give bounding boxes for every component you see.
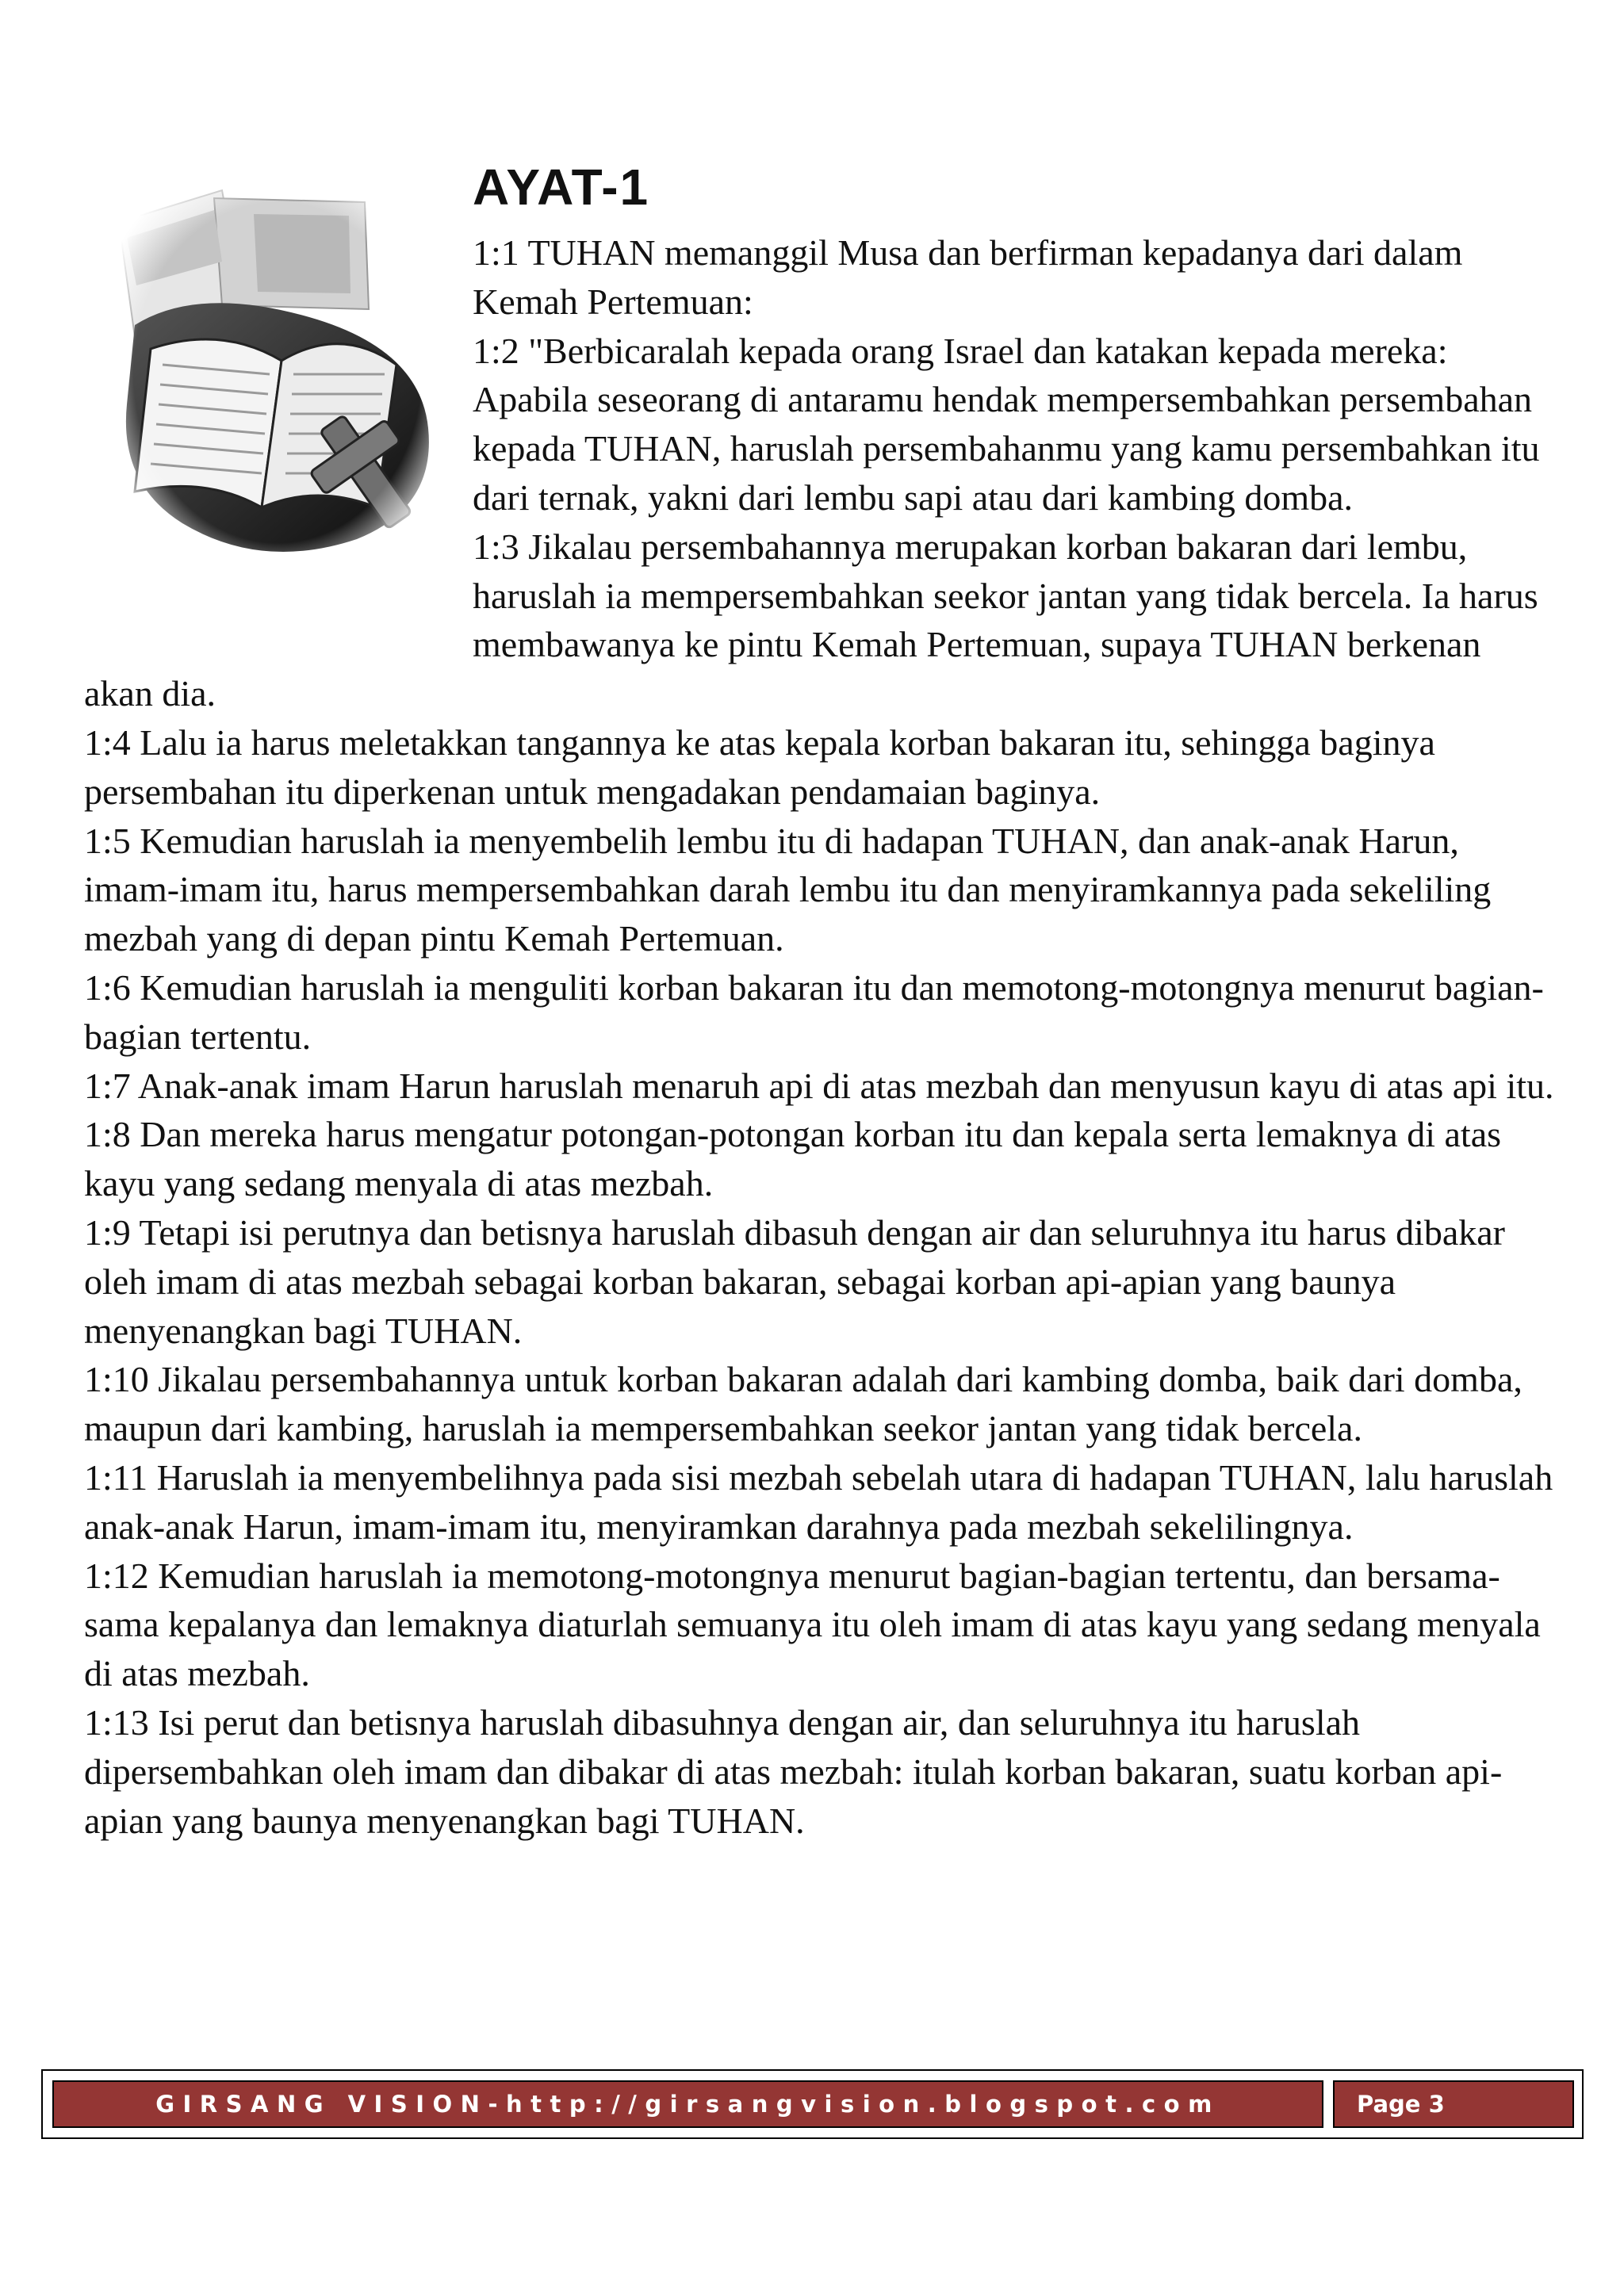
verse: 1:2 "Berbicaralah kepada orang Israel dan katakan kepada mereka: Apabila seseorang di antaramu hendak mempersembahkan persembahan kepada TUHAN, haruslah persembahanmu yang kamu persembahkan itu dari ternak, yakni dari lembu sapi atau dari kambing domba.	[473, 330, 1540, 518]
verse: 1:3 Jikalau persembahannya merupakan korban bakaran dari lembu, haruslah ia mempersembahkan seekor jantan yang tidak bercela. Ia harus membawanya ke pintu Kemah Pertemuan, supaya TUHAN berkenan akan dia.	[84, 526, 1538, 714]
verse: 1:10 Jikalau persembahannya untuk korban bakaran adalah dari kambing domba, baik dari domba, maupun dari kambing, haruslah ia mempersembahkan seekor jantan yang tidak bercela.	[84, 1359, 1522, 1449]
verse: 1:7 Anak-anak imam Harun haruslah menaruh api di atas mezbah dan menyusun kayu di atas api itu.	[84, 1065, 1554, 1106]
scripture-text	[84, 228, 1556, 1845]
verse: 1:11 Haruslah ia menyembelihnya pada sisi mezbah sebelah utara di hadapan TUHAN, lalu haruslah anak-anak Harun, imam-imam itu, menyiramkan darahnya pada mezbah sekelilingnya.	[84, 1456, 1553, 1547]
verse: 1:1 TUHAN memanggil Musa dan berfirman kepadanya dari dalam Kemah Pertemuan:	[473, 232, 1463, 322]
verse: 1:6 Kemudian haruslah ia menguliti korban bakaran itu dan memotong-motongnya menurut bagian-bagian tertentu.	[84, 966, 1544, 1057]
page-number: Page 3	[1333, 2080, 1574, 2128]
footer-site-label: GIRSANG VISION-http://girsangvision.blogspot.com	[52, 2080, 1323, 2128]
verse: 1:13 Isi perut dan betisnya haruslah dibasuhnya dengan air, dan seluruhnya itu haruslah dipersembahkan oleh imam dan dibakar di atas mezbah: itulah korban bakaran, suatu korban api-apian yang baunya menyenangkan bagi TUHAN.	[84, 1701, 1503, 1841]
page-title: AYAT-1	[473, 159, 650, 216]
verse: 1:12 Kemudian haruslah ia memotong-motongnya menurut bagian-bagian tertentu, dan bersama-sama kepalanya dan lemaknya diaturlah semuanya itu oleh imam di atas kayu yang sedang menyala di atas mezbah.	[84, 1555, 1541, 1694]
verse: 1:5 Kemudian haruslah ia menyembelih lembu itu di hadapan TUHAN, dan anak-anak Harun, imam-imam itu, harus mempersembahkan darah lembu itu dan menyiramkannya pada sekeliling mezbah yang di depan pintu Kemah Pertemuan.	[84, 820, 1492, 959]
verse: 1:8 Dan mereka harus mengatur potongan-potongan korban itu dan kepala serta lemaknya di atas kayu yang sedang menyala di atas mezbah.	[84, 1114, 1502, 1204]
image-wrap-spacer	[84, 228, 473, 641]
verse: 1:9 Tetapi isi perutnya dan betisnya haruslah dibasuh dengan air dan seluruhnya itu harus dibakar oleh imam di atas mezbah sebagai korban bakaran, sebagai korban api-apian yang baunya menyenangkan bagi TUHAN.	[84, 1211, 1506, 1351]
verse: 1:4 Lalu ia harus meletakkan tangannya ke atas kepala korban bakaran itu, sehingga baginya persembahan itu diperkenan untuk mengadakan pendamaian baginya.	[84, 721, 1435, 812]
page-footer	[41, 2069, 1584, 2139]
